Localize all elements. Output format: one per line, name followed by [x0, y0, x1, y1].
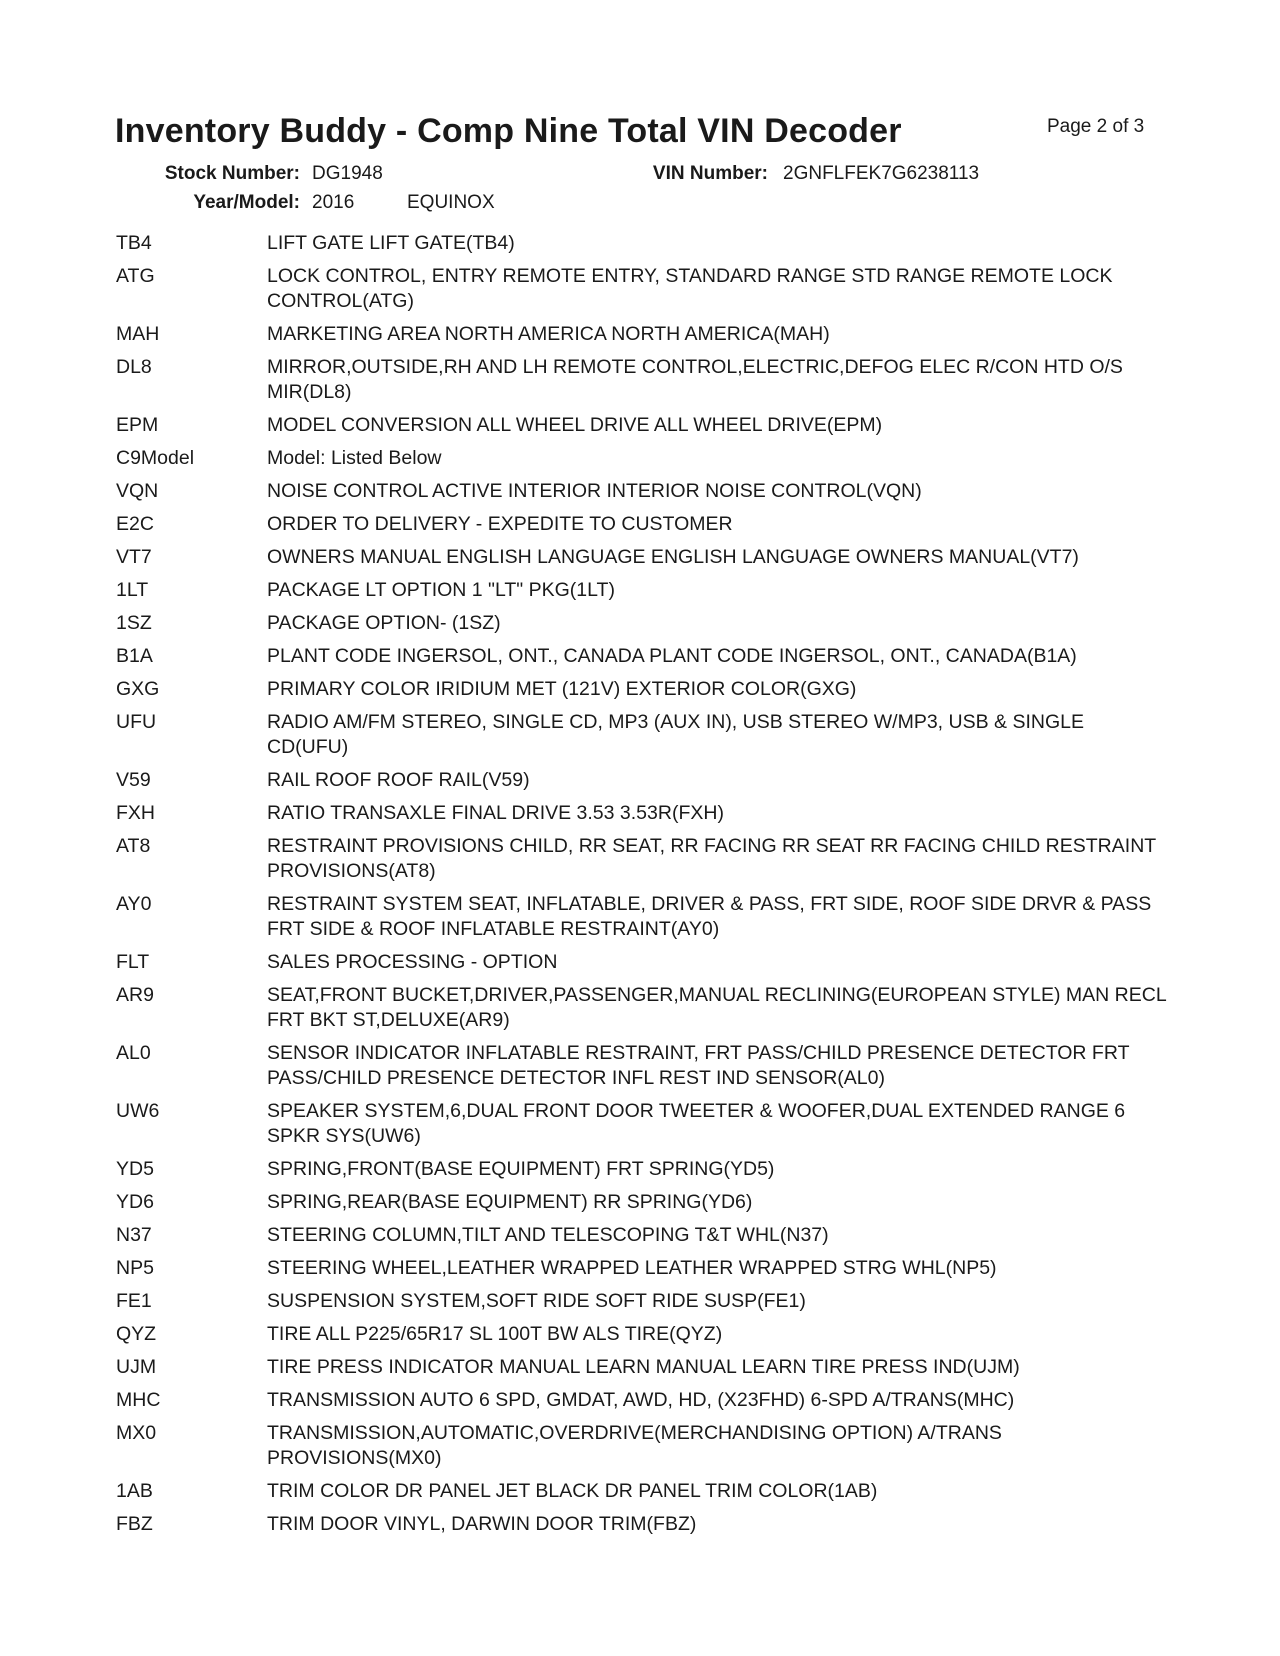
option-row — [116, 355, 1166, 405]
year-model-label: Year/Model: — [193, 192, 300, 213]
option-code: VQN — [116, 480, 159, 502]
option-code: E2C — [116, 513, 154, 535]
option-description: RESTRAINT PROVISIONS CHILD, RR SEAT, RR FACING RR SEAT RR FACING CHILD RESTRAINT PROVISIONS(AT8) — [267, 835, 1156, 882]
option-description: PACKAGE LT OPTION 1 "LT" PKG(1LT) — [267, 579, 615, 601]
option-description: PACKAGE OPTION- (1SZ) — [267, 612, 501, 634]
option-description: SUSPENSION SYSTEM,SOFT RIDE SOFT RIDE SUSP(FE1) — [267, 1290, 806, 1312]
option-description: SENSOR INDICATOR INFLATABLE RESTRAINT, FRT PASS/CHILD PRESENCE DETECTOR FRT PASS/CHILD PRESENCE DETECTOR INFL REST IND SENSOR(AL0) — [267, 1042, 1130, 1089]
option-code: EPM — [116, 414, 159, 436]
option-code: TB4 — [116, 232, 152, 254]
option-code: AT8 — [116, 835, 151, 857]
option-code: C9Model — [116, 447, 195, 469]
option-row — [116, 950, 1166, 975]
option-row — [116, 1190, 1166, 1215]
stock-number-value: DG1948 — [312, 163, 383, 184]
option-description: SEAT,FRONT BUCKET,DRIVER,PASSENGER,MANUAL RECLINING(EUROPEAN STYLE) MAN RECL FRT BKT ST,DELUXE(AR9) — [267, 984, 1166, 1031]
option-code: DL8 — [116, 356, 152, 378]
option-row — [116, 231, 1166, 256]
option-description: TRANSMISSION,AUTOMATIC,OVERDRIVE(MERCHANDISING OPTION) A/TRANS PROVISIONS(MX0) — [267, 1422, 1002, 1469]
option-description: TIRE PRESS INDICATOR MANUAL LEARN MANUAL LEARN TIRE PRESS IND(UJM) — [267, 1356, 1020, 1378]
option-row — [116, 322, 1166, 347]
page-number: Page 2 of 3 — [1047, 116, 1145, 137]
option-description: RADIO AM/FM STEREO, SINGLE CD, MP3 (AUX IN), USB STEREO W/MP3, USB & SINGLE CD(UFU) — [267, 711, 1084, 758]
vin-number-value: 2GNFLFEK7G6238113 — [783, 163, 980, 184]
option-code: FE1 — [116, 1290, 152, 1312]
option-code: 1SZ — [116, 612, 152, 634]
option-row — [116, 983, 1166, 1033]
option-description: TIRE ALL P225/65R17 SL 100T BW ALS TIRE(QYZ) — [267, 1323, 723, 1345]
option-row — [116, 1223, 1166, 1248]
document-title: Inventory Buddy - Comp Nine Total VIN Decoder — [115, 112, 902, 150]
option-row — [116, 892, 1166, 942]
option-code: FXH — [116, 802, 155, 824]
option-row — [116, 1322, 1166, 1347]
option-code: V59 — [116, 769, 151, 791]
model-value: EQUINOX — [407, 192, 495, 213]
option-row — [116, 512, 1166, 537]
option-code: 1LT — [116, 579, 149, 601]
year-value: 2016 — [312, 192, 355, 213]
option-code: YD5 — [116, 1158, 154, 1180]
option-row — [116, 1157, 1166, 1182]
option-code: ATG — [116, 265, 155, 287]
option-code: FBZ — [116, 1513, 153, 1535]
option-row — [116, 1355, 1166, 1380]
option-code: GXG — [116, 678, 160, 700]
option-description: STEERING WHEEL,LEATHER WRAPPED LEATHER WRAPPED STRG WHL(NP5) — [267, 1257, 997, 1279]
option-code: UW6 — [116, 1100, 160, 1122]
option-description: MIRROR,OUTSIDE,RH AND LH REMOTE CONTROL,ELECTRIC,DEFOG ELEC R/CON HTD O/S MIR(DL8) — [267, 356, 1123, 403]
option-code: 1AB — [116, 1480, 153, 1502]
option-description: RAIL ROOF ROOF RAIL(V59) — [267, 769, 530, 791]
option-code: AL0 — [116, 1042, 151, 1064]
option-description: ORDER TO DELIVERY - EXPEDITE TO CUSTOMER — [267, 513, 733, 535]
option-row — [116, 834, 1166, 884]
option-description: STEERING COLUMN,TILT AND TELESCOPING T&T WHL(N37) — [267, 1224, 829, 1246]
option-code: MHC — [116, 1389, 161, 1411]
option-description: MARKETING AREA NORTH AMERICA NORTH AMERICA(MAH) — [267, 323, 830, 345]
option-description: PRIMARY COLOR IRIDIUM MET (121V) EXTERIOR COLOR(GXG) — [267, 678, 857, 700]
option-row — [116, 413, 1166, 438]
option-description: TRIM DOOR VINYL, DARWIN DOOR TRIM(FBZ) — [267, 1513, 697, 1535]
option-row — [116, 611, 1166, 636]
option-code: MX0 — [116, 1422, 157, 1444]
option-description: SPRING,REAR(BASE EQUIPMENT) RR SPRING(YD6) — [267, 1191, 753, 1213]
option-code: B1A — [116, 645, 153, 667]
option-row — [116, 1289, 1166, 1314]
option-description: TRIM COLOR DR PANEL JET BLACK DR PANEL TRIM COLOR(1AB) — [267, 1480, 878, 1502]
option-row — [116, 1388, 1166, 1413]
option-row — [116, 1041, 1166, 1091]
option-code: FLT — [116, 951, 150, 973]
option-row — [116, 1421, 1166, 1471]
option-description: RATIO TRANSAXLE FINAL DRIVE 3.53 3.53R(FXH) — [267, 802, 724, 824]
option-row — [116, 801, 1166, 826]
option-row — [116, 768, 1166, 793]
option-row — [116, 1512, 1166, 1537]
option-code: AY0 — [116, 893, 152, 915]
option-description: OWNERS MANUAL ENGLISH LANGUAGE ENGLISH LANGUAGE OWNERS MANUAL(VT7) — [267, 546, 1079, 568]
option-code: N37 — [116, 1224, 152, 1246]
option-description: PLANT CODE INGERSOL, ONT., CANADA PLANT CODE INGERSOL, ONT., CANADA(B1A) — [267, 645, 1077, 667]
option-code: MAH — [116, 323, 160, 345]
option-row — [116, 677, 1166, 702]
option-description: SALES PROCESSING - OPTION — [267, 951, 558, 973]
option-code: AR9 — [116, 984, 154, 1006]
option-description: LOCK CONTROL, ENTRY REMOTE ENTRY, STANDARD RANGE STD RANGE REMOTE LOCK CONTROL(ATG) — [267, 265, 1113, 312]
option-description: SPEAKER SYSTEM,6,DUAL FRONT DOOR TWEETER & WOOFER,DUAL EXTENDED RANGE 6 SPKR SYS(UW6) — [267, 1100, 1126, 1147]
stock-number-label: Stock Number: — [164, 163, 300, 184]
option-row — [116, 644, 1166, 669]
option-code: UFU — [116, 711, 157, 733]
option-description: TRANSMISSION AUTO 6 SPD, GMDAT, AWD, HD, (X23FHD) 6-SPD A/TRANS(MHC) — [267, 1389, 1015, 1411]
option-row — [116, 1479, 1166, 1504]
option-row — [116, 710, 1166, 760]
option-row — [116, 1256, 1166, 1281]
option-row — [116, 578, 1166, 603]
option-row — [116, 446, 1166, 471]
option-description: MODEL CONVERSION ALL WHEEL DRIVE ALL WHEEL DRIVE(EPM) — [267, 414, 883, 436]
option-description: Model: Listed Below — [267, 447, 442, 469]
option-code: QYZ — [116, 1323, 157, 1345]
option-description: SPRING,FRONT(BASE EQUIPMENT) FRT SPRING(YD5) — [267, 1158, 775, 1180]
option-row — [116, 1099, 1166, 1149]
option-description: NOISE CONTROL ACTIVE INTERIOR INTERIOR NOISE CONTROL(VQN) — [267, 480, 922, 502]
option-code: UJM — [116, 1356, 157, 1378]
option-row — [116, 479, 1166, 504]
option-row — [116, 545, 1166, 570]
option-description: RESTRAINT SYSTEM SEAT, INFLATABLE, DRIVER & PASS, FRT SIDE, ROOF SIDE DRVR & PASS FRT SIDE & ROOF INFLATABLE RESTRAINT(AY0) — [267, 893, 1152, 940]
option-code: VT7 — [116, 546, 152, 568]
vin-number-label: VIN Number: — [652, 163, 768, 184]
option-code: NP5 — [116, 1257, 154, 1279]
option-row — [116, 264, 1166, 314]
option-code-list — [116, 231, 1166, 1545]
option-description: LIFT GATE LIFT GATE(TB4) — [267, 232, 515, 254]
option-code: YD6 — [116, 1191, 154, 1213]
